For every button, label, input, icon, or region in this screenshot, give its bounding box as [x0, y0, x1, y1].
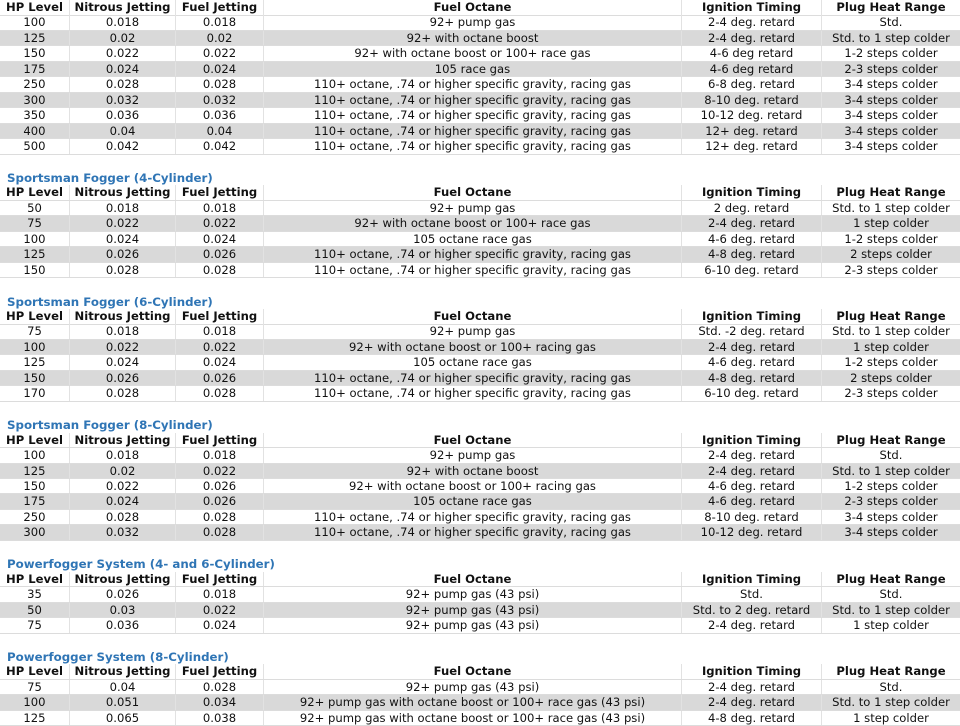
table-cell[interactable]: 4-6 deg. retard — [682, 232, 822, 247]
table-cell[interactable]: 150 — [0, 479, 70, 494]
column-header[interactable]: Fuel Octane — [264, 309, 682, 324]
table-cell[interactable]: 150 — [0, 263, 70, 278]
table-row — [0, 108, 960, 124]
column-header[interactable]: Fuel Octane — [264, 433, 682, 448]
table-row — [0, 263, 960, 279]
table-cell[interactable]: 0.022 — [176, 340, 264, 355]
column-header[interactable]: Ignition Timing — [682, 664, 822, 679]
table-row — [0, 232, 960, 248]
table-cell[interactable]: 92+ with octane boost or 100+ racing gas — [264, 340, 682, 355]
table-cell[interactable]: 3-4 steps colder — [844, 77, 938, 92]
column-header[interactable]: Fuel Octane — [264, 664, 682, 679]
column-header[interactable]: Plug Heat Range — [836, 185, 946, 200]
table-cell[interactable]: 0.026 — [176, 247, 264, 262]
header-row — [0, 309, 960, 325]
table-cell[interactable]: 110+ octane, .74 or higher specific gravity, racing gas — [264, 124, 682, 139]
table-cell[interactable]: 0.018 — [176, 201, 264, 216]
table-cell[interactable]: 4-6 deg retard — [682, 62, 822, 77]
table-cell[interactable]: 0.028 — [176, 525, 264, 540]
column-header[interactable]: HP Level — [0, 0, 70, 15]
table-cell[interactable]: 0.04 — [70, 124, 176, 139]
table-cell[interactable]: 125 — [0, 31, 70, 46]
table-cell[interactable]: 75 — [0, 680, 70, 695]
table-row — [0, 139, 960, 155]
column-header[interactable]: Nitrous Jetting — [70, 309, 176, 324]
table-cell[interactable]: 0.04 — [176, 124, 264, 139]
section-title: Powerfogger System (4- and 6-Cylinder) — [7, 557, 275, 572]
table-cell[interactable]: 2-4 deg. retard — [682, 618, 822, 633]
column-header[interactable]: Plug Heat Range — [836, 571, 946, 586]
table-cell[interactable]: 0.026 — [70, 371, 176, 386]
table-cell[interactable]: 300 — [0, 93, 70, 108]
table-cell[interactable]: 170 — [0, 386, 70, 401]
table-cell[interactable]: 0.042 — [70, 139, 176, 154]
table-cell[interactable]: Std. — [879, 448, 903, 463]
table-cell[interactable]: 500 — [0, 139, 70, 154]
table-cell[interactable]: 92+ pump gas (43 psi) — [264, 603, 682, 618]
column-header[interactable]: Fuel Jetting — [176, 433, 264, 448]
table-cell[interactable]: 6-10 deg. retard — [682, 263, 822, 278]
table-cell[interactable]: 3-4 steps colder — [844, 92, 938, 107]
table-cell[interactable]: 2-4 deg. retard — [682, 448, 822, 463]
table-cell[interactable]: 10-12 deg. retard — [682, 525, 822, 540]
table-row — [0, 618, 960, 634]
table-cell[interactable]: 2-3 steps colder — [844, 61, 938, 76]
table-cell[interactable]: Std. to 1 step colder — [832, 695, 950, 710]
table-row — [0, 46, 960, 62]
table-cell[interactable]: 1-2 steps colder — [844, 46, 938, 61]
table-cell[interactable]: 175 — [0, 62, 70, 77]
table-cell[interactable]: 3-4 steps colder — [844, 509, 938, 524]
table-cell[interactable]: 250 — [0, 77, 70, 92]
table-cell[interactable]: 4-6 deg. retard — [682, 479, 822, 494]
table-cell[interactable]: 105 race gas — [264, 62, 682, 77]
column-header[interactable]: HP Level — [0, 185, 70, 200]
table-cell[interactable]: 125 — [0, 711, 70, 726]
column-header[interactable]: Fuel Octane — [264, 0, 682, 15]
table-cell[interactable]: 150 — [0, 46, 70, 61]
column-header[interactable]: Nitrous Jetting — [70, 0, 176, 15]
table-cell[interactable]: 110+ octane, .74 or higher specific gravity, racing gas — [264, 371, 682, 386]
section-title: Powerfogger System (8-Cylinder) — [7, 649, 229, 664]
table-cell[interactable]: 0.028 — [70, 510, 176, 525]
table-cell[interactable]: 0.02 — [70, 31, 176, 46]
table-cell[interactable]: 75 — [0, 216, 70, 231]
table-cell[interactable]: 0.036 — [176, 108, 264, 123]
table-cell[interactable]: 0.028 — [70, 386, 176, 401]
table-cell[interactable]: 0.022 — [176, 46, 264, 61]
table-cell[interactable]: 0.024 — [70, 62, 176, 77]
table-cell[interactable]: 110+ octane, .74 or higher specific gravity, racing gas — [264, 108, 682, 123]
table-cell[interactable]: 0.022 — [176, 464, 264, 479]
table-cell[interactable]: 0.026 — [176, 479, 264, 494]
table-cell[interactable]: 400 — [0, 124, 70, 139]
table-cell[interactable]: 2-3 steps colder — [844, 494, 938, 509]
table-cell[interactable]: 0.028 — [176, 77, 264, 92]
table-cell[interactable]: 1 step colder — [853, 710, 929, 725]
column-header[interactable]: Nitrous Jetting — [70, 572, 176, 587]
table-row — [0, 247, 960, 263]
table-cell[interactable]: 2-4 deg. retard — [682, 340, 822, 355]
table-cell[interactable]: 3-4 steps colder — [844, 108, 938, 123]
table-cell[interactable]: 105 octane race gas — [264, 232, 682, 247]
table-cell[interactable]: 0.024 — [70, 232, 176, 247]
table-row — [0, 371, 960, 387]
column-header[interactable]: Ignition Timing — [682, 309, 822, 324]
column-header[interactable]: Fuel Jetting — [176, 185, 264, 200]
table-cell[interactable]: 4-8 deg. retard — [682, 711, 822, 726]
table-cell[interactable]: Std. — [879, 15, 903, 30]
table-cell[interactable]: 0.036 — [70, 108, 176, 123]
table-cell[interactable]: Std. to 1 step colder — [832, 324, 950, 339]
table-cell[interactable]: 2-3 steps colder — [844, 262, 938, 277]
table-cell[interactable]: 4-6 deg. retard — [682, 355, 822, 370]
table-row — [0, 510, 960, 526]
table-row — [0, 216, 960, 232]
table-cell[interactable]: 0.036 — [70, 618, 176, 633]
column-header[interactable]: HP Level — [0, 664, 70, 679]
table-cell[interactable]: 2-4 deg. retard — [682, 15, 822, 30]
table-cell[interactable]: 100 — [0, 15, 70, 30]
table-cell[interactable]: 10-12 deg. retard — [682, 108, 822, 123]
table-cell[interactable]: 0.018 — [176, 587, 264, 602]
table-cell[interactable]: 0.038 — [176, 711, 264, 726]
table-cell[interactable]: 0.032 — [176, 93, 264, 108]
table-row — [0, 93, 960, 109]
table-cell[interactable]: 92+ pump gas — [264, 15, 682, 30]
table-cell[interactable]: 2-3 steps colder — [844, 386, 938, 401]
table-cell[interactable]: 0.026 — [176, 371, 264, 386]
table-cell[interactable]: Std. — [879, 587, 903, 602]
column-header[interactable]: Fuel Jetting — [176, 0, 264, 15]
table-cell[interactable]: 2 deg. retard — [682, 201, 822, 216]
table-cell[interactable]: 0.028 — [176, 510, 264, 525]
table-row — [0, 340, 960, 356]
table-cell[interactable]: 0.028 — [176, 680, 264, 695]
table-cell[interactable]: 100 — [0, 340, 70, 355]
table-cell[interactable]: 92+ with octane boost — [264, 31, 682, 46]
column-header[interactable]: HP Level — [0, 309, 70, 324]
table-cell[interactable]: 4-6 deg retard — [682, 46, 822, 61]
table-cell[interactable]: 2-4 deg. retard — [682, 695, 822, 710]
table-cell[interactable]: Std. to 1 step colder — [832, 30, 950, 45]
table-cell[interactable]: 105 octane race gas — [264, 355, 682, 370]
table-cell[interactable]: 110+ octane, .74 or higher specific gravity, racing gas — [264, 247, 682, 262]
table-row — [0, 201, 960, 217]
table-row — [0, 324, 960, 340]
section-title: Sportsman Fogger (4-Cylinder) — [7, 170, 213, 185]
table-cell[interactable]: 0.022 — [176, 603, 264, 618]
table-cell[interactable]: 0.022 — [70, 479, 176, 494]
table-cell[interactable]: 250 — [0, 510, 70, 525]
column-header[interactable]: Plug Heat Range — [836, 309, 946, 323]
table-cell[interactable]: 0.022 — [70, 340, 176, 355]
table-cell[interactable]: 8-10 deg. retard — [682, 93, 822, 108]
table-row — [0, 386, 960, 402]
column-header[interactable]: Nitrous Jetting — [70, 185, 176, 200]
table-cell[interactable]: 125 — [0, 355, 70, 370]
column-header[interactable]: Fuel Octane — [264, 185, 682, 200]
table-cell[interactable]: 0.028 — [176, 263, 264, 278]
table-cell[interactable]: 0.034 — [176, 695, 264, 710]
table-cell[interactable]: 92+ with octane boost or 100+ race gas — [264, 46, 682, 61]
column-header[interactable]: Ignition Timing — [682, 572, 822, 587]
table-cell[interactable]: 1-2 steps colder — [844, 478, 938, 493]
column-header[interactable]: Plug Heat Range — [836, 432, 946, 447]
table-cell[interactable]: Std. to 1 step colder — [832, 200, 950, 215]
table-cell[interactable]: 0.065 — [70, 711, 176, 726]
table-cell[interactable]: Std. to 1 step colder — [832, 602, 950, 617]
column-header[interactable]: Plug Heat Range — [836, 664, 946, 679]
table-cell[interactable]: 92+ pump gas (43 psi) — [264, 587, 682, 602]
table-cell[interactable]: 1 step colder — [853, 618, 929, 632]
table-cell[interactable]: Std. — [879, 679, 903, 694]
table-cell[interactable]: 125 — [0, 247, 70, 262]
table-row — [0, 77, 960, 93]
table-cell[interactable]: 0.022 — [176, 216, 264, 231]
table-cell[interactable]: 0.02 — [176, 31, 264, 46]
table-cell[interactable]: 0.03 — [70, 603, 176, 618]
table-cell[interactable]: 0.024 — [70, 355, 176, 370]
column-header[interactable]: Ignition Timing — [682, 0, 822, 15]
table-cell[interactable]: 0.028 — [70, 263, 176, 278]
table-cell[interactable]: 105 octane race gas — [264, 494, 682, 509]
table-cell[interactable]: 2 steps colder — [850, 370, 932, 385]
table-cell[interactable]: 0.022 — [70, 216, 176, 231]
table-row — [0, 448, 960, 464]
table-cell[interactable]: 92+ pump gas — [264, 448, 682, 463]
table-cell[interactable]: 0.042 — [176, 139, 264, 154]
table-cell[interactable]: Std. — [682, 587, 822, 602]
table-row — [0, 479, 960, 495]
table-cell[interactable]: 3-4 steps colder — [844, 123, 938, 138]
table-cell[interactable]: 8-10 deg. retard — [682, 510, 822, 525]
header-row — [0, 185, 960, 201]
column-header[interactable]: Fuel Jetting — [176, 572, 264, 587]
table-cell[interactable]: 0.018 — [176, 324, 264, 339]
table-cell[interactable]: 100 — [0, 695, 70, 710]
header-row — [0, 433, 960, 449]
table-row — [0, 355, 960, 371]
table-cell[interactable]: Std. to 1 step colder — [832, 463, 950, 478]
table-cell[interactable]: 0.024 — [176, 232, 264, 247]
column-header[interactable]: HP Level — [0, 433, 70, 448]
table-cell[interactable]: 0.032 — [70, 93, 176, 108]
column-header[interactable]: Fuel Jetting — [176, 664, 264, 679]
table-row — [0, 587, 960, 603]
table-cell[interactable]: 110+ octane, .74 or higher specific gravity, racing gas — [264, 139, 682, 154]
table-cell[interactable]: 75 — [0, 618, 70, 633]
table-cell[interactable]: 0.022 — [70, 46, 176, 61]
table-cell[interactable]: 2-4 deg. retard — [682, 31, 822, 46]
table-row — [0, 494, 960, 510]
table-cell[interactable]: 1-2 steps colder — [844, 355, 938, 370]
column-header[interactable]: Ignition Timing — [682, 433, 822, 448]
table-cell[interactable]: 110+ octane, .74 or higher specific gravity, racing gas — [264, 510, 682, 525]
table-cell[interactable]: 175 — [0, 494, 70, 509]
table-cell[interactable]: 0.024 — [70, 494, 176, 509]
table-row — [0, 31, 960, 47]
table-cell[interactable]: 4-6 deg. retard — [682, 494, 822, 509]
table-cell[interactable]: 6-8 deg. retard — [682, 77, 822, 92]
table-cell[interactable]: 92+ with octane boost or 100+ race gas — [264, 216, 682, 231]
table-cell[interactable]: 35 — [0, 587, 70, 602]
table-cell[interactable]: 110+ octane, .74 or higher specific gravity, racing gas — [264, 93, 682, 108]
table-cell[interactable]: 0.018 — [70, 324, 176, 339]
table-row — [0, 464, 960, 480]
table-row — [0, 695, 960, 711]
table-cell[interactable]: 110+ octane, .74 or higher specific gravity, racing gas — [264, 386, 682, 401]
table-cell[interactable]: 0.024 — [176, 618, 264, 633]
table-cell[interactable]: 0.026 — [70, 247, 176, 262]
table-cell[interactable]: 110+ octane, .74 or higher specific gravity, racing gas — [264, 525, 682, 540]
column-header[interactable]: Plug Heat Range — [836, 0, 946, 14]
table-cell[interactable]: 0.028 — [176, 386, 264, 401]
column-header[interactable]: Nitrous Jetting — [70, 664, 176, 679]
table-cell[interactable]: 0.028 — [70, 77, 176, 92]
table-cell[interactable]: 92+ pump gas (43 psi) — [264, 618, 682, 633]
table-cell[interactable]: 4-8 deg. retard — [682, 247, 822, 262]
table-cell[interactable]: 3-4 steps colder — [844, 139, 938, 154]
column-header[interactable]: HP Level — [0, 572, 70, 587]
table-cell[interactable]: 0.026 — [70, 587, 176, 602]
table-cell[interactable]: 3-4 steps colder — [844, 525, 938, 540]
header-row — [0, 664, 960, 680]
table-cell[interactable]: 0.018 — [70, 448, 176, 463]
section-title: Sportsman Fogger (8-Cylinder) — [7, 418, 213, 433]
table-cell[interactable]: 2-4 deg. retard — [682, 680, 822, 695]
table-row — [0, 711, 960, 726]
table-cell[interactable]: 300 — [0, 525, 70, 540]
table-cell[interactable]: 0.024 — [176, 355, 264, 370]
table-cell[interactable]: 0.051 — [70, 695, 176, 710]
table-row — [0, 62, 960, 78]
table-cell[interactable]: 100 — [0, 448, 70, 463]
table-cell[interactable]: 92+ with octane boost or 100+ racing gas — [264, 479, 682, 494]
table-cell[interactable]: 125 — [0, 464, 70, 479]
table-cell[interactable]: 1 step colder — [853, 216, 929, 231]
table-cell[interactable]: 12+ deg. retard — [682, 139, 822, 154]
table-row — [0, 15, 960, 31]
table-cell[interactable]: 110+ octane, .74 or higher specific gravity, racing gas — [264, 77, 682, 92]
table-cell[interactable]: 92+ with octane boost — [264, 464, 682, 479]
header-row — [0, 572, 960, 588]
table-cell[interactable]: 92+ pump gas (43 psi) — [264, 680, 682, 695]
table-cell[interactable]: 1 step colder — [853, 339, 929, 354]
table-cell[interactable]: 2-4 deg. retard — [682, 216, 822, 231]
table-row — [0, 680, 960, 696]
table-cell[interactable]: 110+ octane, .74 or higher specific gravity, racing gas — [264, 263, 682, 278]
table-cell[interactable]: 0.018 — [70, 201, 176, 216]
table-cell[interactable]: 0.018 — [70, 15, 176, 30]
header-row — [0, 0, 960, 16]
section-title: Sportsman Fogger (6-Cylinder) — [7, 294, 213, 309]
table-cell[interactable]: Std. to 2 deg. retard — [682, 603, 822, 618]
table-cell[interactable]: 2 steps colder — [850, 247, 932, 262]
table-cell[interactable]: Std. -2 deg. retard — [682, 324, 822, 339]
table-cell[interactable]: 0.018 — [176, 448, 264, 463]
table-cell[interactable]: 6-10 deg. retard — [682, 386, 822, 401]
column-header[interactable]: Nitrous Jetting — [70, 433, 176, 448]
table-cell[interactable]: 1-2 steps colder — [844, 231, 938, 246]
table-cell[interactable]: 92+ pump gas — [264, 201, 682, 216]
table-cell[interactable]: 0.024 — [176, 62, 264, 77]
column-header[interactable]: Ignition Timing — [682, 185, 822, 200]
table-row — [0, 525, 960, 541]
table-cell[interactable]: 0.026 — [176, 494, 264, 509]
table-cell[interactable]: 150 — [0, 371, 70, 386]
table-cell[interactable]: 92+ pump gas — [264, 324, 682, 339]
table-cell[interactable]: 92+ pump gas with octane boost or 100+ race gas (43 psi) — [264, 695, 682, 710]
table-cell[interactable]: 50 — [0, 201, 70, 216]
table-cell[interactable]: 2-4 deg. retard — [682, 464, 822, 479]
table-cell[interactable]: 12+ deg. retard — [682, 124, 822, 139]
table-cell[interactable]: 0.018 — [176, 15, 264, 30]
table-row — [0, 603, 960, 619]
table-cell[interactable]: 350 — [0, 108, 70, 123]
table-cell[interactable]: 50 — [0, 603, 70, 618]
table-cell[interactable]: 4-8 deg. retard — [682, 371, 822, 386]
table-cell[interactable]: 0.04 — [70, 680, 176, 695]
table-cell[interactable]: 0.02 — [70, 464, 176, 479]
table-cell[interactable]: 100 — [0, 232, 70, 247]
column-header[interactable]: Fuel Jetting — [176, 309, 264, 324]
table-cell[interactable]: 0.032 — [70, 525, 176, 540]
table-cell[interactable]: 92+ pump gas with octane boost or 100+ race gas (43 psi) — [264, 711, 682, 726]
table-row — [0, 124, 960, 140]
column-header[interactable]: Fuel Octane — [264, 572, 682, 587]
table-cell[interactable]: 75 — [0, 324, 70, 339]
